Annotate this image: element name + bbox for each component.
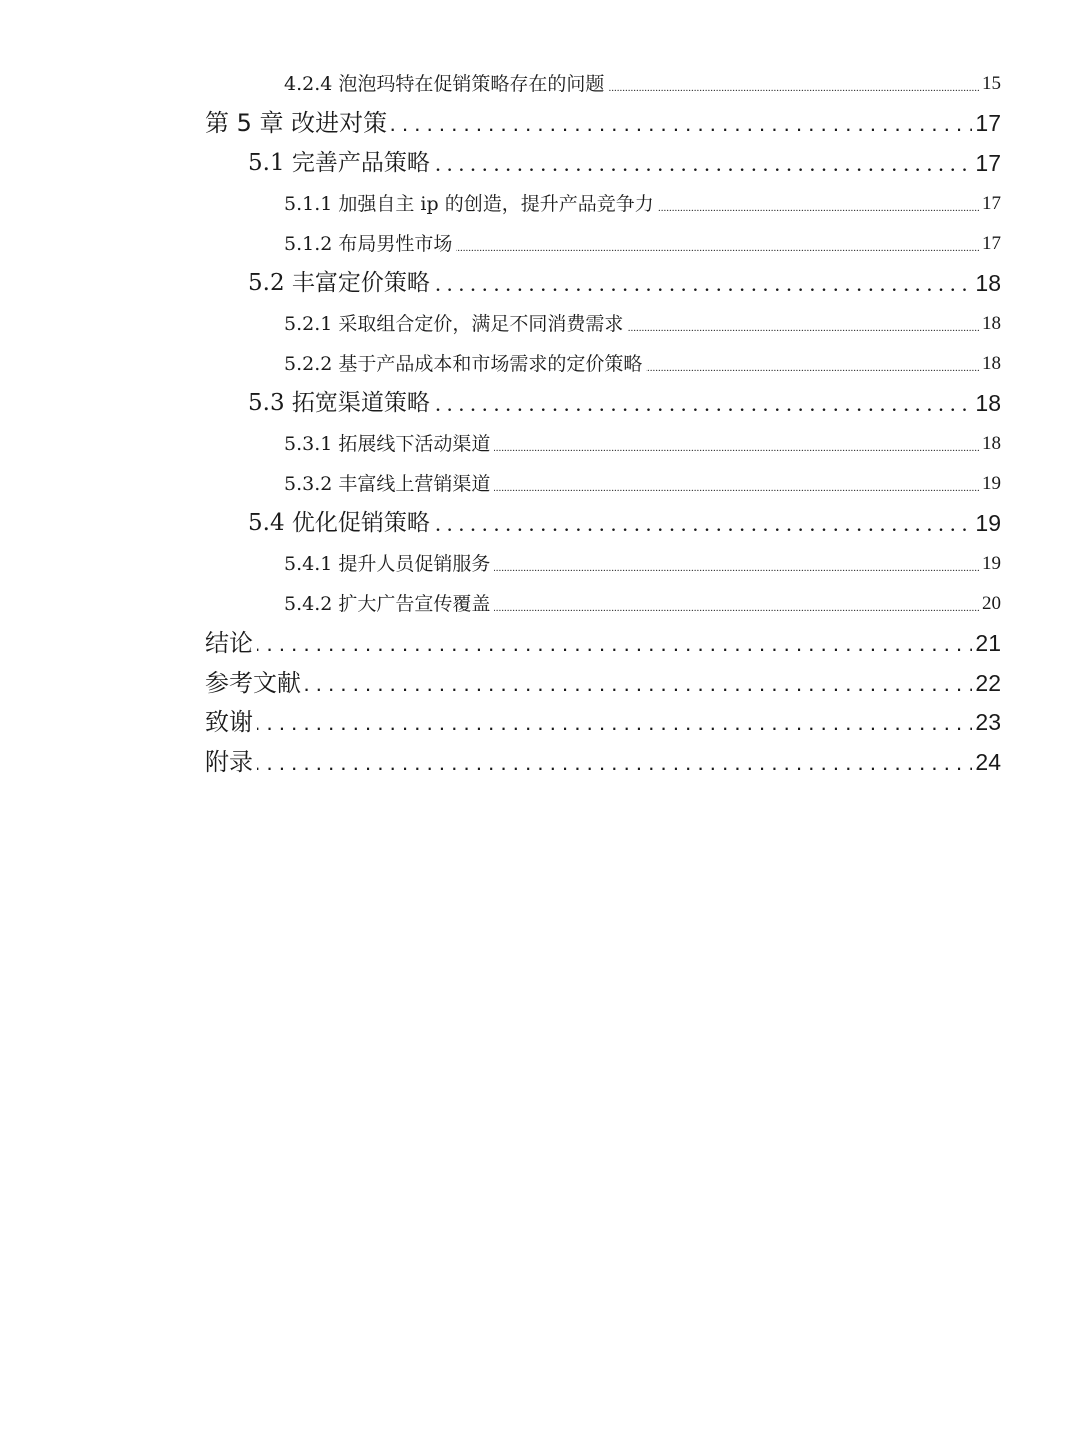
toc-entry-5-4-1[interactable]	[0, 544, 1080, 584]
toc-entry-title: 5.1.2 布局男性市场	[284, 224, 456, 264]
toc-entry-5-1-2[interactable]	[0, 224, 1080, 264]
toc-entry-title: 5.2.2 基于产品成本和市场需求的定价策略	[284, 344, 646, 384]
toc-page-number: 20	[979, 584, 1001, 624]
toc-entry-5-3-2[interactable]	[0, 464, 1080, 504]
toc-page-number: 17	[972, 103, 1001, 143]
toc-entry-acknowledgements[interactable]	[0, 702, 1080, 742]
toc-page-number: 23	[972, 702, 1001, 742]
dot-leader	[205, 623, 996, 663]
toc-entry-5-1-1[interactable]	[0, 184, 1080, 224]
toc-entry-title: 5.3.1 拓展线下活动渠道	[284, 424, 494, 464]
toc-entry-appendix[interactable]	[0, 742, 1080, 782]
toc-entry-title: 致谢	[205, 702, 257, 742]
toc-page-number: 15	[979, 64, 1001, 104]
toc-entry-5-3[interactable]	[0, 383, 1080, 423]
toc-entry-4-2-4[interactable]	[0, 64, 1080, 104]
toc-entry-title: 5.3 拓宽渠道策略	[248, 383, 434, 423]
toc-entry-title: 5.4 优化促销策略	[248, 503, 434, 543]
toc-entry-5-1[interactable]	[0, 143, 1080, 183]
toc-page-number: 17	[979, 184, 1001, 224]
toc-page-number: 19	[979, 464, 1001, 504]
dot-leader	[205, 702, 996, 742]
toc-page-number: 22	[972, 663, 1001, 703]
dot-leader	[205, 742, 996, 782]
toc-entry-title: 5.4.1 提升人员促销服务	[284, 544, 494, 584]
toc-page-number: 18	[979, 304, 1001, 344]
toc-entry-5-2-1[interactable]	[0, 304, 1080, 344]
toc-page-number: 24	[972, 742, 1001, 782]
toc-entry-chapter-5[interactable]	[0, 103, 1080, 143]
toc-entry-conclusion[interactable]	[0, 623, 1080, 663]
toc-entry-title: 5.3.2 丰富线上营销渠道	[284, 464, 494, 504]
toc-entry-title: 5.1 完善产品策略	[248, 143, 434, 183]
toc-entry-title: 第 5 章 改进对策	[205, 103, 391, 143]
toc-entry-5-3-1[interactable]	[0, 424, 1080, 464]
toc-page-number: 19	[972, 503, 1001, 543]
toc-entry-title: 结论	[205, 623, 257, 663]
toc-entry-title: 5.2 丰富定价策略	[248, 263, 434, 303]
toc-entry-title: 参考文献	[205, 663, 305, 703]
toc-page-number: 17	[972, 143, 1001, 183]
toc-entry-title: 附录	[205, 742, 257, 782]
toc-entry-title: 5.1.1 加强自主 ip 的创造，提升产品竞争力	[284, 184, 658, 224]
toc-entry-title: 5.2.1 采取组合定价，满足不同消费需求	[284, 304, 627, 344]
toc-entry-5-4[interactable]	[0, 503, 1080, 543]
toc-entry-title: 4.2.4 泡泡玛特在促销策略存在的问题	[284, 64, 608, 104]
toc-entry-5-4-2[interactable]	[0, 584, 1080, 624]
toc-page-number: 17	[979, 224, 1001, 264]
toc-entry-5-2[interactable]	[0, 263, 1080, 303]
toc-page-number: 18	[979, 344, 1001, 384]
toc-page-number: 18	[972, 263, 1001, 303]
toc-page-number: 18	[979, 424, 1001, 464]
dot-leader	[205, 663, 996, 703]
toc-entry-references[interactable]	[0, 663, 1080, 703]
toc-page-number: 18	[972, 383, 1001, 423]
toc-page-number: 19	[979, 544, 1001, 584]
toc-page-number: 21	[972, 623, 1001, 663]
toc-entry-5-2-2[interactable]	[0, 344, 1080, 384]
toc-entry-title: 5.4.2 扩大广告宣传覆盖	[284, 584, 494, 624]
